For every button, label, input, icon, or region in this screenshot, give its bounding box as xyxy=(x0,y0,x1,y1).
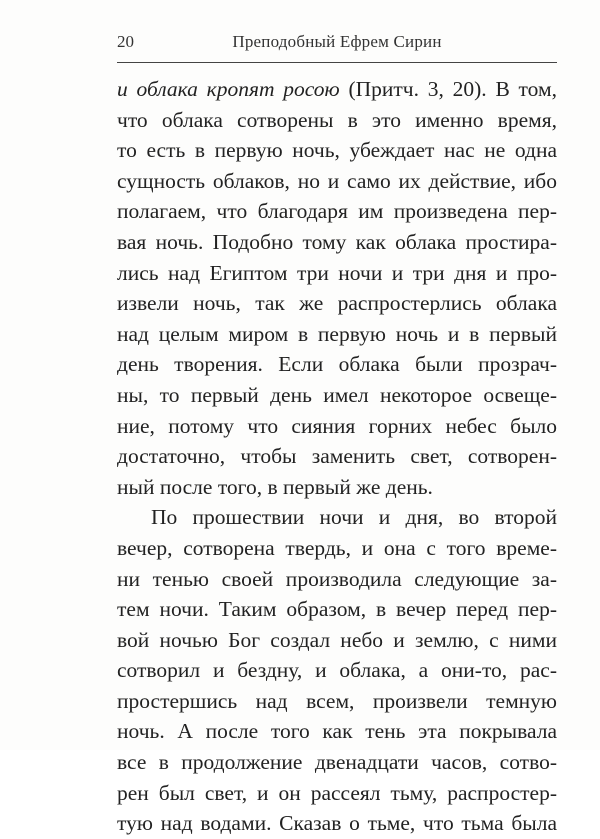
text-line: над целым миром в первую ночь и в первый xyxy=(117,321,557,346)
text-line: достаточно, чтобы заменить свет, сотворен- xyxy=(117,444,557,469)
text-line: вечер, сотворена твердь, и она с того време- xyxy=(117,535,557,560)
text-line: вой ночью Бог создал небо и землю, с ними xyxy=(117,627,557,652)
paragraph-last-line: ный после того, в первый же день. xyxy=(117,474,433,499)
text-line: ни тенью своей производила следующие за- xyxy=(117,566,557,591)
text-line: день творения. Если облака были прозрач- xyxy=(117,352,557,377)
text-line: вая ночь. Подобно тому как облака простира- xyxy=(117,229,557,254)
text-line: ны, то первый день имел некоторое освеще- xyxy=(117,382,557,407)
text-line: извели ночь, так же распростерлись облака xyxy=(117,291,557,316)
text-line: рен был свет, и он рассеял тьму, распростер- xyxy=(117,780,557,805)
book-title: Преподобный Ефрем Сирин xyxy=(232,32,442,51)
text-line: полагаем, что благодаря им произведена пер- xyxy=(117,199,557,224)
text-line: что облака сотворены в это именно время, xyxy=(117,107,557,132)
text-line: ночь. А после того как тень эта покрывала xyxy=(117,719,557,744)
text-line: сущность облаков, но и само их действие, ибо xyxy=(117,168,557,193)
text-line: то есть в первую ночь, убеждает нас не одна xyxy=(117,138,557,163)
quoted-phrase: и облака кропят росою xyxy=(117,77,340,101)
body-text xyxy=(117,74,557,839)
text-line: ние, потому что сияния горних небес было xyxy=(117,413,557,438)
text-line: сотворил и бездну, и облака, а они-то, рас- xyxy=(117,658,557,683)
text-fragment: (Притч. 3, 20). В том, xyxy=(339,77,557,101)
header-rule xyxy=(117,62,557,63)
text-line: тем ночи. Таким образом, в вечер перед пер- xyxy=(117,597,557,622)
text-line: простершись над всем, произвели темную xyxy=(117,688,557,713)
text-line: все в продолжение двенадцати часов, сотво- xyxy=(117,750,557,775)
text-line: лись над Египтом три ночи и три дня и про- xyxy=(117,260,557,285)
text-line xyxy=(117,74,557,105)
page-number: 20 xyxy=(117,32,134,51)
running-head xyxy=(117,32,557,58)
text-line: тую над водами. Сказав о тьме, что тьма была xyxy=(117,811,557,836)
paragraph-first-line: По прошествии ночи и дня, во второй xyxy=(151,505,557,530)
